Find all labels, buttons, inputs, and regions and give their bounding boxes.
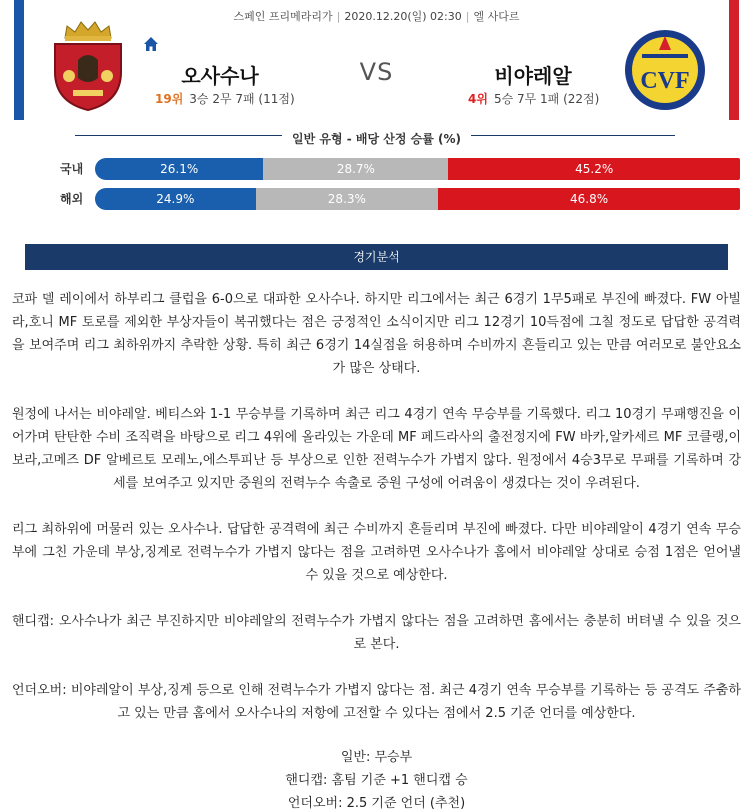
home-icon xyxy=(143,36,159,52)
away-team-name[interactable]: 비야레알 xyxy=(494,64,572,88)
odds-row-domestic xyxy=(60,158,740,180)
away-win-segment: 45.2% xyxy=(448,158,740,180)
villarreal-crest-text: CVF xyxy=(640,68,690,94)
draw-segment: 28.3% xyxy=(256,188,439,210)
home-team-name[interactable]: 오사수나 xyxy=(181,64,259,88)
home-team-rank: 19위 xyxy=(155,92,184,106)
analysis-paragraph: 리그 최하위에 머물러 있는 오사수나. 답답한 공격력에 최근 수비까지 흔들리며 부진에 빠졌다. 다만 비야레알이 4경기 연속 무승부에 그친 가운데 부상,징계로 전력누수가 가볍지 않다는 점을 고려하면 오사수나가 홈에서 비야레알 상대로 승점 1점은 얻어낼 수 있을 것으로 예상한다. xyxy=(12,522,741,583)
match-meta: 스페인 프리메라리가 | 2020.12.20(일) 02:30 | 엘 사다르 xyxy=(233,10,520,23)
league-name: 스페인 프리메라리가 xyxy=(233,10,333,23)
analysis-body xyxy=(12,288,741,812)
pick-general: 일반: 무승부 xyxy=(340,750,413,765)
home-win-segment: 26.1% xyxy=(95,158,263,180)
versus-label: VS xyxy=(359,58,394,86)
pick-under-over: 언더오버: 2.5 기준 언더 (추천) xyxy=(287,796,466,811)
analysis-paragraph: 언더오버: 비야레알이 부상,징계 등으로 인해 전력누수가 가볍지 않다는 점. 최근 4경기 연속 무승부를 기록하는 등 공격도 주춤하고 있는 만큼 홈에서 오사수나의 저항에 고전할 수 있다는 점에서 2.5 기준 언더를 예상한다. xyxy=(12,683,741,721)
analysis-header: 경기분석 xyxy=(25,244,728,270)
match-datetime: 2020.12.20(일) 02:30 xyxy=(344,10,462,23)
odds-row-label: 국내 xyxy=(60,162,84,176)
home-team-record-text: 3승 2무 7패 (11점) xyxy=(189,92,295,106)
venue-name: 엘 사다르 xyxy=(473,10,520,23)
away-team-record-text: 5승 7무 1패 (22점) xyxy=(493,92,600,106)
odds-bar xyxy=(95,158,740,180)
away-team-rank: 4위 xyxy=(468,92,488,106)
analysis-paragraph: 코파 델 레이에서 하부리그 클럽을 6-0으로 대파한 오사수나. 하지만 리그에서는 최근 6경기 1무5패로 부진에 빠졌다. FW 아빌라,호니 MF 토로를 제외한 부상자들이 복귀했다는 점은 긍정적인 소식이지만 리그 12경기 10득점에 그칠 정도로 답답한 공격력을 보여주며 리그 최하위까지 추락한 상황. 특히 최근 6경기 14실점을 허용하며 수비까지 흔들리고 있는 만큼 여러모로 불안요소가 많은 상태다. xyxy=(12,292,741,376)
home-win-segment: 24.9% xyxy=(95,188,256,210)
odds-row-overseas xyxy=(60,188,740,210)
odds-row-label: 해외 xyxy=(60,192,84,206)
analysis-paragraph: 원정에 나서는 비야레알. 베티스와 1-1 무승부를 기록하며 최근 리그 4경기 연속 무승부를 기록했다. 리그 10경기 무패행진을 이어가며 탄탄한 수비 조직력을 바탕으로 리그 4위에 올라있는 가운데 MF 페드라사의 출전정지에 FW 바카,알카세르 MF 코클랭,이보라,고메즈 DF 알베르토 모레노,에스투피난 등 부상으로 인한 전력누수가 가볍지 않다. 원정에서 4승3무로 무패를 기록하며 강세를 보여주고 있지만 중원의 전력누수 속출로 중원 구성에 어려움이 생겼다는 것이 우려된다. xyxy=(12,407,741,491)
draw-segment: 28.7% xyxy=(263,158,448,180)
pick-handicap: 핸디캡: 홈팀 기준 +1 핸디캡 승 xyxy=(285,773,468,788)
analysis-paragraph: 핸디캡: 오사수나가 최근 부진하지만 비야레알의 전력누수가 가볍지 않다는 점을 고려하면 홈에서는 충분히 버텨낼 수 있을 것으로 본다. xyxy=(12,614,741,652)
odds-section-title: 일반 유형 - 배당 산정 승률 (%) xyxy=(0,128,753,147)
odds-bar xyxy=(95,188,740,210)
away-team-record xyxy=(468,90,599,107)
away-win-segment: 46.8% xyxy=(438,188,740,210)
home-team-record xyxy=(155,90,295,107)
prediction-picks xyxy=(12,746,741,812)
